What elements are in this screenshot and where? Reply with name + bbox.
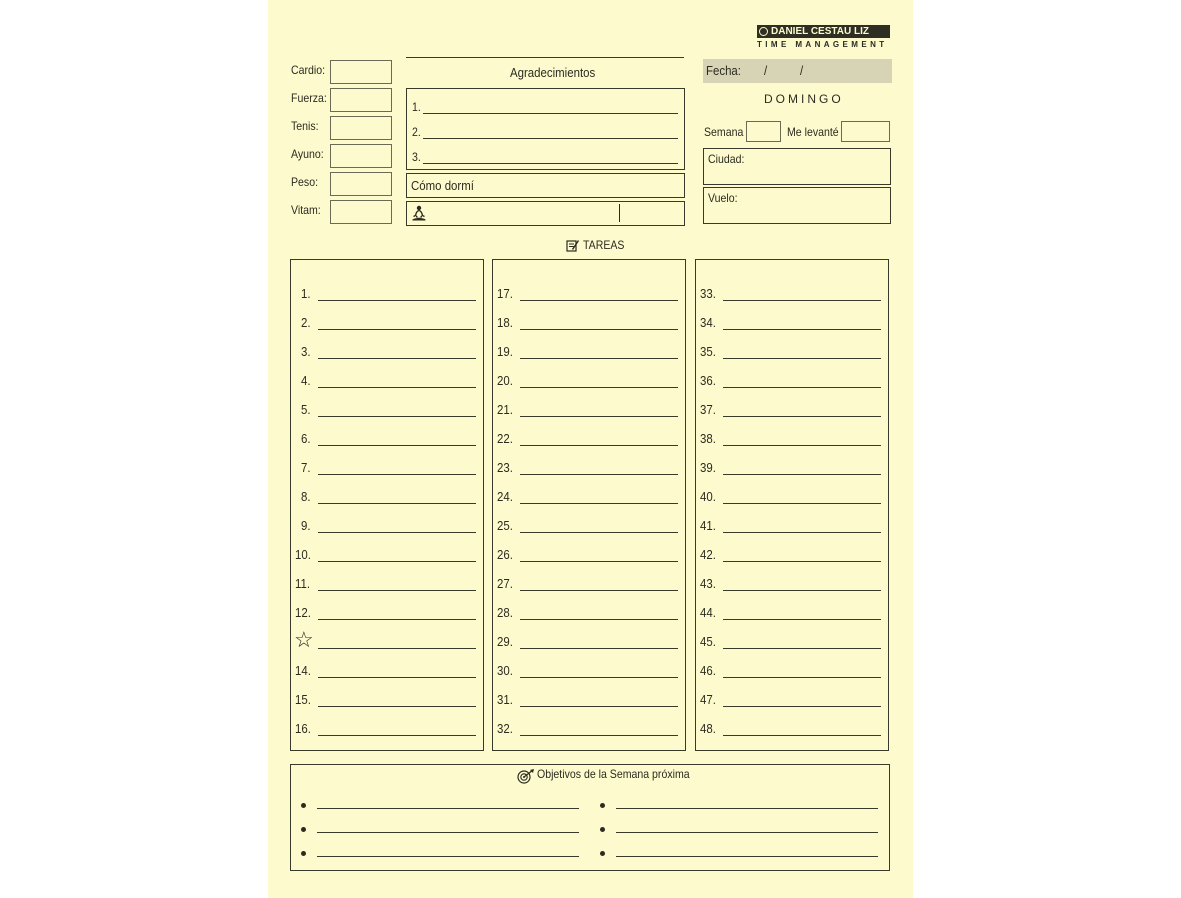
task-number: 31.: [497, 692, 513, 707]
habit-field[interactable]: [330, 144, 392, 168]
task-number: 2.: [301, 315, 311, 330]
bullet-icon: [600, 803, 605, 808]
task-entry-line[interactable]: [318, 706, 476, 707]
task-row[interactable]: [291, 344, 483, 364]
habit-label: Cardio:: [291, 63, 326, 77]
task-entry-line[interactable]: [723, 532, 881, 533]
habit-label: Peso:: [291, 175, 319, 189]
task-entry-line[interactable]: [318, 445, 476, 446]
task-number: 27.: [497, 576, 513, 591]
week-label: Semana: [704, 125, 744, 139]
task-number: 40.: [700, 489, 716, 504]
task-row[interactable]: [493, 663, 685, 683]
task-row[interactable]: [696, 547, 888, 567]
task-number: 23.: [497, 460, 513, 475]
tasks-title: TAREAS: [583, 238, 625, 252]
task-number: 39.: [700, 460, 716, 475]
task-number: 46.: [700, 663, 716, 678]
task-row[interactable]: [493, 431, 685, 451]
meditation-icon: [411, 205, 427, 222]
task-entry-line[interactable]: [723, 706, 881, 707]
task-number: 41.: [700, 518, 716, 533]
task-entry-line[interactable]: [318, 648, 476, 649]
goal-item[interactable]: [299, 846, 584, 862]
gratitude-item-number: 3.: [412, 150, 421, 164]
task-row[interactable]: [493, 576, 685, 596]
bullet-icon: [301, 803, 306, 808]
task-row[interactable]: [696, 605, 888, 625]
task-row[interactable]: [291, 627, 483, 654]
week-field[interactable]: [746, 121, 781, 142]
task-entry-line[interactable]: [318, 532, 476, 533]
task-entry-line[interactable]: [520, 474, 678, 475]
brand-name: DANIEL CESTAU LIZ: [771, 26, 869, 37]
task-row[interactable]: [696, 634, 888, 654]
task-entry-line[interactable]: [318, 329, 476, 330]
goal-item[interactable]: [598, 846, 883, 862]
gratitude-entry-line[interactable]: [423, 138, 678, 139]
task-row[interactable]: [493, 518, 685, 538]
task-row[interactable]: [493, 344, 685, 364]
city-label: Ciudad:: [708, 152, 745, 166]
task-number: 33.: [700, 286, 716, 301]
task-row[interactable]: [696, 402, 888, 422]
task-number: 43.: [700, 576, 716, 591]
task-row[interactable]: [493, 373, 685, 393]
date-separator: /: [764, 63, 768, 78]
planner-sheet: [268, 0, 913, 898]
task-number: 30.: [497, 663, 513, 678]
task-row[interactable]: [291, 663, 483, 683]
task-row[interactable]: [493, 460, 685, 480]
flight-label: Vuelo:: [708, 191, 738, 205]
habit-label: Fuerza:: [291, 91, 327, 105]
task-entry-line[interactable]: [520, 445, 678, 446]
gratitude-title: Agradecimientos: [510, 65, 596, 80]
task-number: 29.: [497, 634, 513, 649]
flight-field[interactable]: [703, 187, 891, 224]
task-number: 16.: [295, 721, 311, 736]
wake-time-field[interactable]: [841, 121, 890, 142]
task-row[interactable]: [493, 489, 685, 509]
habit-field[interactable]: [330, 200, 392, 224]
task-row[interactable]: [493, 547, 685, 567]
goal-entry-line[interactable]: [317, 832, 579, 833]
habit-field[interactable]: [330, 172, 392, 196]
task-number: 44.: [700, 605, 716, 620]
task-entry-line[interactable]: [723, 503, 881, 504]
bullet-icon: [600, 827, 605, 832]
habit-label: Vitam:: [291, 203, 321, 217]
task-entry-line[interactable]: [318, 300, 476, 301]
task-entry-line[interactable]: [318, 416, 476, 417]
task-row[interactable]: [291, 547, 483, 567]
gratitude-entry-line[interactable]: [423, 163, 678, 164]
task-entry-line[interactable]: [520, 735, 678, 736]
task-row[interactable]: [493, 315, 685, 335]
task-row[interactable]: [493, 692, 685, 712]
task-entry-line[interactable]: [318, 735, 476, 736]
task-number: 21.: [497, 402, 513, 417]
task-number: 34.: [700, 315, 716, 330]
task-row[interactable]: [291, 402, 483, 422]
task-number: 7.: [301, 460, 311, 475]
task-number: 10.: [295, 547, 311, 562]
goal-entry-line[interactable]: [317, 856, 579, 857]
task-entry-line[interactable]: [723, 474, 881, 475]
habit-label: Ayuno:: [291, 147, 324, 161]
task-entry-line[interactable]: [520, 329, 678, 330]
task-entry-line[interactable]: [318, 619, 476, 620]
task-row[interactable]: [291, 605, 483, 625]
task-number: 18.: [497, 315, 513, 330]
task-entry-line[interactable]: [520, 561, 678, 562]
city-field[interactable]: [703, 148, 891, 185]
task-number: 42.: [700, 547, 716, 562]
task-row[interactable]: [696, 721, 888, 741]
task-entry-line[interactable]: [723, 329, 881, 330]
task-number: 5.: [301, 402, 311, 417]
task-number: 32.: [497, 721, 513, 736]
brand-logo: [757, 25, 890, 38]
task-row[interactable]: [291, 721, 483, 741]
goal-item[interactable]: [299, 798, 584, 814]
task-entry-line[interactable]: [318, 474, 476, 475]
meditation-box[interactable]: [406, 201, 685, 226]
bullet-icon: [301, 827, 306, 832]
gratitude-item-number: 2.: [412, 125, 421, 139]
task-entry-line[interactable]: [520, 706, 678, 707]
task-number: 35.: [700, 344, 716, 359]
goal-entry-line[interactable]: [616, 808, 878, 809]
task-entry-line[interactable]: [723, 619, 881, 620]
gratitude-entry-line[interactable]: [423, 113, 678, 114]
goal-item[interactable]: [598, 798, 883, 814]
date-label: Fecha:: [706, 63, 741, 78]
task-number: 37.: [700, 402, 716, 417]
task-entry-line[interactable]: [723, 445, 881, 446]
task-entry-line[interactable]: [318, 590, 476, 591]
task-row[interactable]: [696, 460, 888, 480]
task-entry-line[interactable]: [723, 387, 881, 388]
star-icon: ☆: [294, 627, 314, 652]
task-number: 48.: [700, 721, 716, 736]
task-number: 19.: [497, 344, 513, 359]
task-number: 20.: [497, 373, 513, 388]
task-number: 45.: [700, 634, 716, 649]
task-number: 36.: [700, 373, 716, 388]
task-entry-line[interactable]: [520, 300, 678, 301]
task-entry-line[interactable]: [520, 532, 678, 533]
task-row[interactable]: [493, 402, 685, 422]
goal-entry-line[interactable]: [616, 856, 878, 857]
task-row[interactable]: [291, 460, 483, 480]
task-number: 11.: [295, 576, 311, 591]
task-number: 22.: [497, 431, 513, 446]
task-column: [492, 259, 686, 751]
task-row[interactable]: [696, 286, 888, 306]
goal-entry-line[interactable]: [317, 808, 579, 809]
task-number: 28.: [497, 605, 513, 620]
task-row[interactable]: [291, 576, 483, 596]
goal-item[interactable]: [598, 822, 883, 838]
task-number: 15.: [295, 692, 311, 707]
task-column: [290, 259, 484, 751]
task-row[interactable]: [291, 286, 483, 306]
task-entry-line[interactable]: [520, 677, 678, 678]
wake-label: Me levanté: [787, 125, 839, 139]
task-row[interactable]: [291, 373, 483, 393]
habit-field[interactable]: [330, 88, 392, 112]
task-entry-line[interactable]: [520, 358, 678, 359]
goals-title: Objetivos de la Semana próxima: [537, 767, 690, 781]
task-number: 24.: [497, 489, 513, 504]
task-row[interactable]: [696, 576, 888, 596]
task-entry-line[interactable]: [723, 735, 881, 736]
task-entry-line[interactable]: [520, 590, 678, 591]
target-arrow-icon: [517, 769, 535, 784]
task-entry-line[interactable]: [520, 503, 678, 504]
task-entry-line[interactable]: [723, 677, 881, 678]
task-column: [695, 259, 889, 751]
task-row[interactable]: [291, 315, 483, 335]
habit-label: Tenis:: [291, 119, 319, 133]
task-row[interactable]: [696, 518, 888, 538]
task-row[interactable]: [696, 431, 888, 451]
task-entry-line[interactable]: [520, 387, 678, 388]
task-number: 17.: [497, 286, 513, 301]
bullet-icon: [301, 851, 306, 856]
goal-entry-line[interactable]: [616, 832, 878, 833]
task-number: 47.: [700, 692, 716, 707]
task-entry-line[interactable]: [318, 561, 476, 562]
date-field[interactable]: [703, 59, 892, 83]
habit-field[interactable]: [330, 116, 392, 140]
task-row[interactable]: [696, 489, 888, 509]
task-row[interactable]: [493, 721, 685, 741]
task-entry-line[interactable]: [723, 590, 881, 591]
clock-icon: [759, 27, 768, 36]
task-entry-line[interactable]: [723, 648, 881, 649]
task-number: 8.: [301, 489, 311, 504]
task-entry-line[interactable]: [520, 416, 678, 417]
sleep-label: Cómo dormí: [411, 178, 474, 193]
task-row[interactable]: [493, 286, 685, 306]
task-entry-line[interactable]: [723, 416, 881, 417]
task-entry-line[interactable]: [318, 503, 476, 504]
task-number: 25.: [497, 518, 513, 533]
day-name: DOMINGO: [764, 92, 844, 106]
task-number: 6.: [301, 431, 311, 446]
goals-box: [290, 764, 890, 871]
divider: [406, 57, 684, 58]
task-entry-line[interactable]: [520, 648, 678, 649]
task-row[interactable]: [493, 605, 685, 625]
task-number: 38.: [700, 431, 716, 446]
task-row[interactable]: [291, 431, 483, 451]
task-row[interactable]: [291, 489, 483, 509]
task-entry-line[interactable]: [723, 561, 881, 562]
notepad-pencil-icon: [566, 239, 579, 252]
habit-field[interactable]: [330, 60, 392, 84]
task-number: 1.: [301, 286, 311, 301]
task-number: 14.: [295, 663, 311, 678]
task-row[interactable]: [696, 663, 888, 683]
sleep-box[interactable]: [406, 173, 685, 198]
task-entry-line[interactable]: [318, 387, 476, 388]
gratitude-box: [406, 88, 685, 170]
task-row[interactable]: [696, 373, 888, 393]
task-row[interactable]: [291, 518, 483, 538]
task-number: 12.: [295, 605, 311, 620]
task-entry-line[interactable]: [520, 619, 678, 620]
task-entry-line[interactable]: [723, 300, 881, 301]
task-number: 9.: [301, 518, 311, 533]
task-number: 3.: [301, 344, 311, 359]
task-number: 26.: [497, 547, 513, 562]
date-separator: /: [800, 63, 804, 78]
gratitude-item-number: 1.: [412, 100, 421, 114]
brand-subtitle: TIME MANAGEMENT: [757, 40, 888, 49]
task-entry-line[interactable]: [723, 358, 881, 359]
task-entry-line[interactable]: [318, 358, 476, 359]
task-row[interactable]: [696, 692, 888, 712]
task-entry-line[interactable]: [318, 677, 476, 678]
task-row[interactable]: [696, 344, 888, 364]
task-number: 4.: [301, 373, 311, 388]
task-row[interactable]: [493, 634, 685, 654]
task-row[interactable]: [291, 692, 483, 712]
bullet-icon: [600, 851, 605, 856]
divider: [619, 204, 620, 222]
task-row[interactable]: [696, 315, 888, 335]
goal-item[interactable]: [299, 822, 584, 838]
